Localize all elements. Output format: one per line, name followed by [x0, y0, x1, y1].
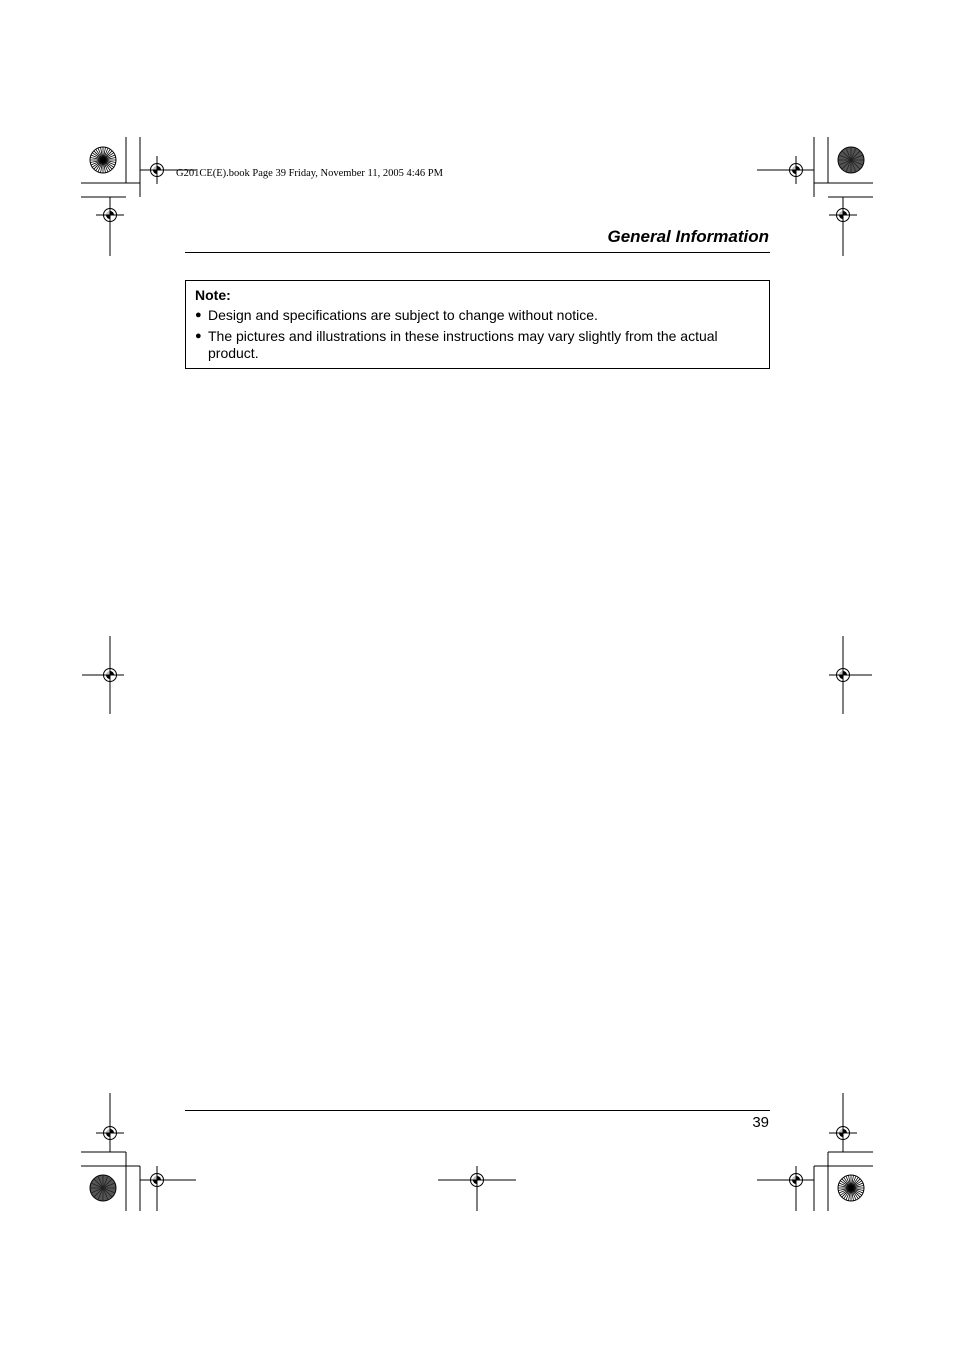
section-title: General Information	[607, 227, 769, 246]
note-item	[195, 328, 755, 362]
print-slug: G201CE(E).book Page 39 Friday, November 11, 2005 4:46 PM	[176, 168, 443, 179]
note-item-text: Design and specifications are subject to change without notice.	[208, 307, 598, 323]
header-divider	[185, 252, 770, 253]
note-item	[195, 307, 755, 324]
page-number: 39	[752, 1114, 769, 1131]
note-label: Note:	[195, 287, 231, 303]
note-box	[185, 280, 770, 369]
note-item-text: The pictures and illustrations in these instructions may vary slightly from the actual product.	[208, 328, 718, 361]
bullet-icon: ●	[195, 309, 202, 321]
bullet-icon: ●	[195, 330, 202, 342]
footer-divider	[185, 1110, 770, 1111]
